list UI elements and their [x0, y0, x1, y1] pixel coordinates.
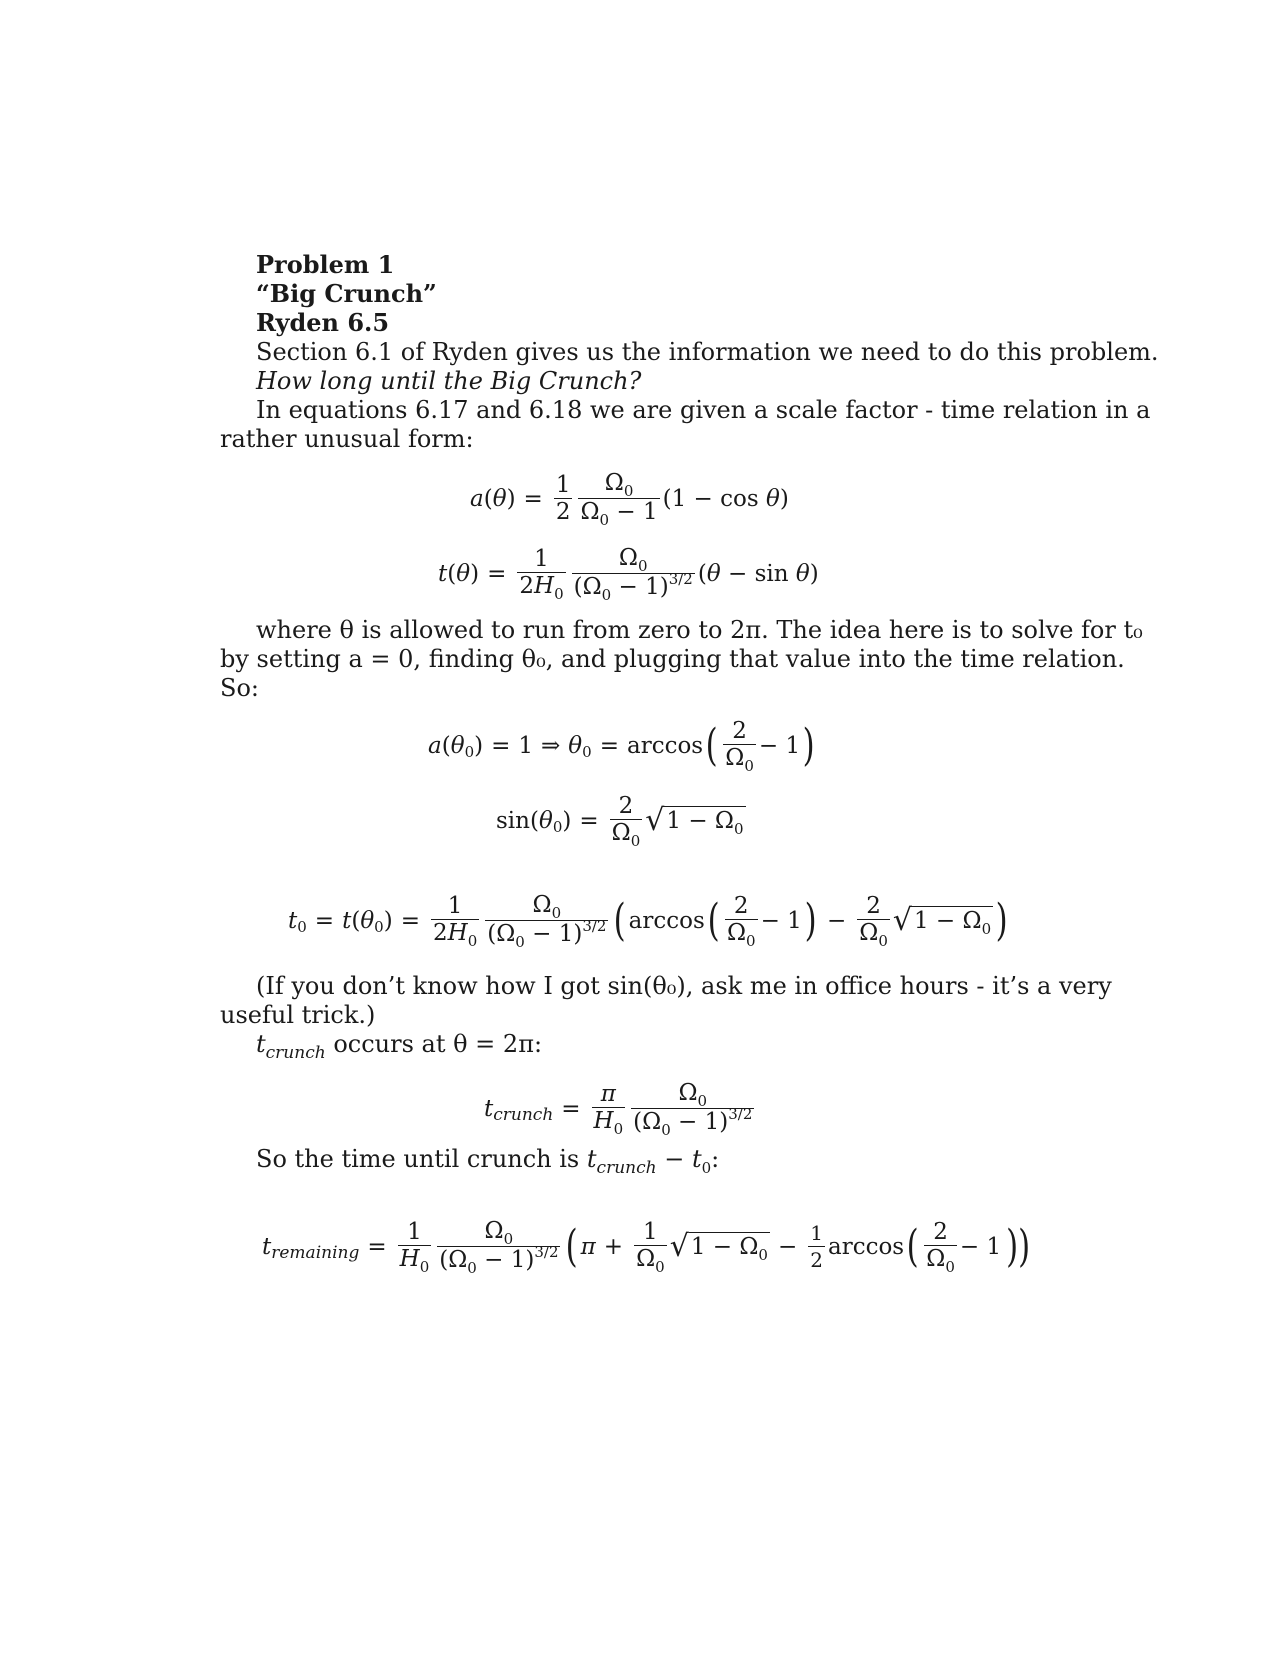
crunch-occurs-line: $t_{crunch}$ occurs at θ = 2π: — [256, 1030, 543, 1063]
equation-scale-factor: a ( θ ) = $\frac{1}{2}$ $\frac{\Omega_0}{\Omega_0 - 1}$ (1 − cos θ) — [470, 470, 789, 529]
equation-intro-line-1: In equations 6.17 and 6.18 we are given a scale factor - time relation in a — [256, 396, 1151, 424]
intro-text: Section 6.1 of Ryden gives us the information we need to do this problem. — [256, 338, 1159, 366]
equation-sin-theta0: sin( θ 0 ) = $\frac{2}{\Omega_0}$ √ $1 - \Omega_0$ — [496, 793, 744, 850]
crunch-subscript: crunch — [265, 1043, 326, 1063]
equation-t-remaining: t remaining = $\frac{1}{H_0}$ $\frac{\Omega_0}{(\Omega_0 - 1)^{3/2}}$ ( π + $\frac{1}{\Omega_0}$ √ $1 - \Omega_0$ − $\frac{1}{2}$ arccos ( $\frac{2}{\Omega_0}$ − 1 )) — [262, 1218, 1031, 1277]
equation-theta0: a ( θ 0 ) = 1 ⇒ θ 0 = arccos ( $\frac{2}{\Omega_0}$ − 1 ) — [428, 718, 815, 775]
remaining-intro-line: So the time until crunch is $t_{crunch} - t_0$: — [256, 1145, 720, 1178]
where-line-2: by setting a = 0, finding θ₀, and plugging that value into the time relation. — [220, 645, 1125, 673]
equation-t0: t 0 = t ( θ 0 ) = $\frac{1}{2H_0}$ $\frac{\Omega_0}{(\Omega_0 - 1)^{3/2}}$ ( arccos ( $\frac{2}{\Omega_0}$ − 1 ) − $\frac{2}{\Omega_0}$ √ $1 - \Omega_0$ ) — [288, 892, 1008, 951]
hint-line-1: (If you don’t know how I got sin(θ₀), ask me in office hours - it’s a very — [256, 972, 1112, 1000]
equation-intro-line-2: rather unusual form: — [220, 425, 474, 453]
where-line-1: where θ is allowed to run from zero to 2π. The idea here is to solve for t₀ — [256, 616, 1143, 644]
hint-line-2: useful trick.) — [220, 1001, 376, 1029]
problem-number: Problem 1 — [256, 250, 395, 279]
crunch-occurs-text: occurs at θ = 2π: — [333, 1030, 543, 1058]
equation-time-relation: t ( θ ) = $\frac{1}{2H_0}$ $\frac{\Omega_0}{(\Omega_0 - 1)^{3/2}}$ (θ − sin θ) — [438, 545, 819, 604]
remaining-intro-text: So the time until crunch is — [256, 1145, 580, 1173]
equation-t-crunch: t crunch = $\frac{\pi}{H_0}$ $\frac{\Omega_0}{(\Omega_0 - 1)^{3/2}}$ — [484, 1080, 753, 1139]
problem-title: “Big Crunch” — [256, 279, 437, 308]
where-line-3: So: — [220, 674, 259, 702]
problem-reference: Ryden 6.5 — [256, 308, 390, 337]
question-text: How long until the Big Crunch? — [256, 367, 642, 395]
